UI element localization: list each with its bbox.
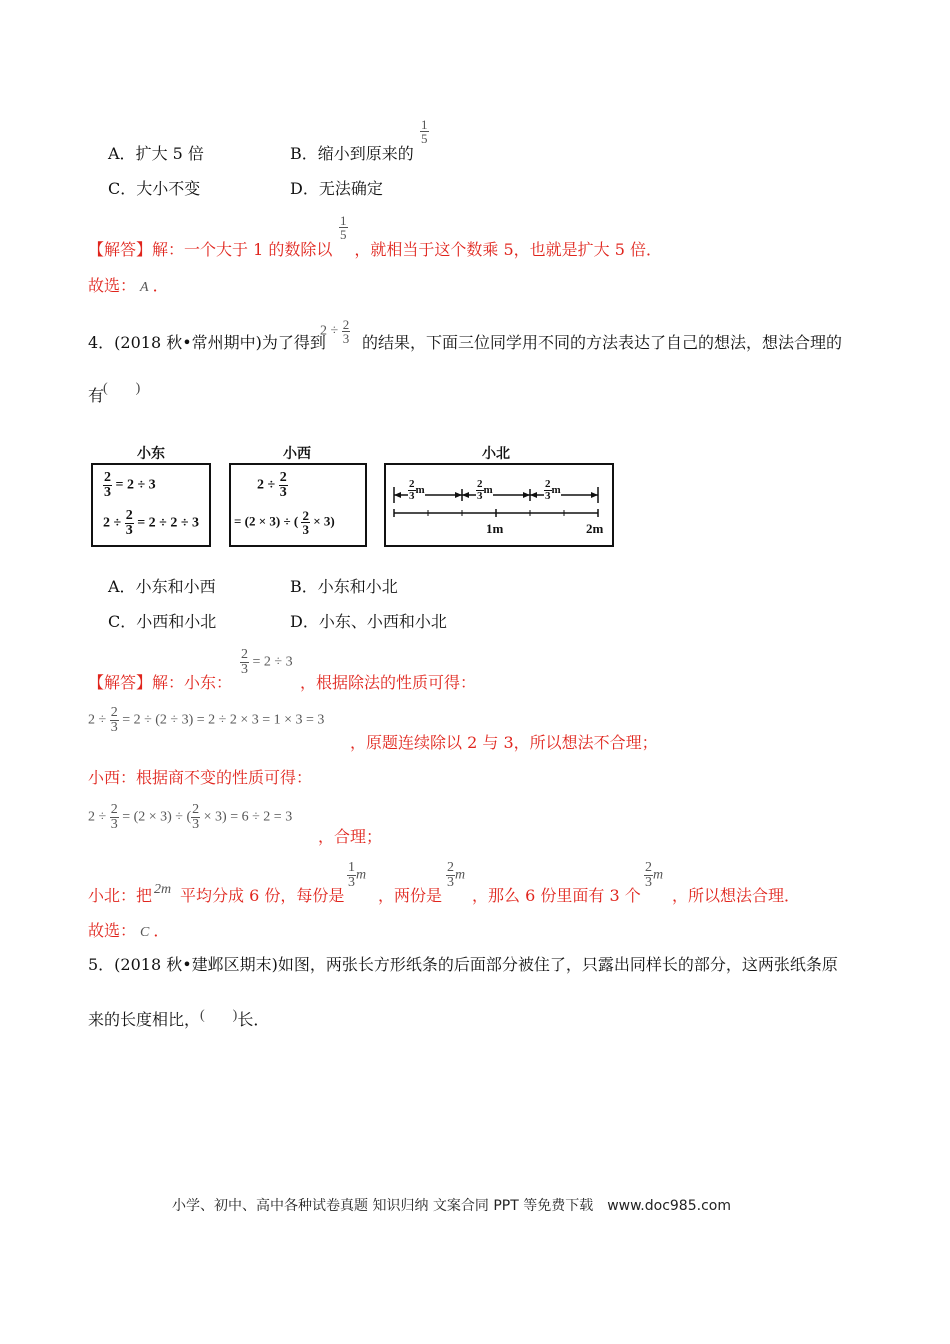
q3-option-b-fraction: $\frac{1}{5}$ [421,117,428,146]
fig-xiaobei-tick-1m: 1m [486,521,504,536]
fig-xiaodong-line1: $\frac{2}{3}$ = 2 ÷ 3 [104,470,156,500]
fig-xiaobei-tick-2m: 2m [586,521,604,536]
q4-option-a: A．小东和小西 [108,577,216,596]
fig-xiaobei-seg3: $\frac{2}{3}$ m [545,478,561,502]
fig-xiaoxi-line1: 2 ÷ $\frac{2}{3}$ [257,470,287,500]
q3-option-a: A．扩大 5 倍 [108,144,204,163]
fig-xiaodong-box [91,463,211,547]
q4-answer-line1-post: ，根据除法的性质可得： [300,673,477,692]
q4-option-c: C．小西和小北 [108,612,217,631]
q4-answer-xiaobei-frac1: $\frac{1}{3}$ m [348,860,367,890]
q4-answer-line3-post: ，合理； [318,827,383,846]
q4-answer-xiaobei-mid1: 平均分成 6 份，每份是 [180,886,345,905]
q4-option-b: B．小东和小北 [290,577,398,596]
q3-option-c: C．大小不变 [108,179,201,198]
q4-stem-line2: 有 [88,386,105,405]
q3-answer: 【解答】解：一个大于 1 的数除以 ，就相当于这个数乘 5，也就是扩大 5 倍． [88,240,662,259]
q4-choose: 故选： C ． [88,921,170,940]
q4-answer-xiaobei-frac3: $\frac{2}{3}$ m [645,860,664,890]
q4-answer-xiaobei-mid3: ，那么 6 份里面有 3 个 [472,886,641,905]
fig-xiaodong-line2: 2 ÷ $\frac{2}{3}$ = 2 ÷ 2 ÷ 3 [103,508,200,538]
q4-answer-xiaobei-post: ，所以想法合理． [672,886,801,905]
q4-stem-expression: 2 ÷ $\frac{2}{3}$ [320,317,350,346]
q4-option-d: D．小东、小西和小北 [290,612,447,631]
fig-xiaobei-box [384,463,614,547]
page-footer: 小学、初中、高中各种试卷真题 知识归纳 文案合同 PPT 等免费下载 www.doc985.com [172,1198,731,1214]
q4-answer-xiaoxi: 小西：根据商不变的性质可得： [88,768,313,787]
q5-line1: 5．(2018 秋•建邺区期末)如图，两张长方形纸条的后面部分被住了，只露出同样长的部分，这两张纸条原 [88,955,838,974]
fig-xiaoxi-line2: = (2 × 3) ÷ ( $\frac{2}{3}$ × 3) [234,508,335,537]
q4-answer-xiaobei-mid2: ，两份是 [378,886,443,905]
q3-option-b: B．缩小到原来的 [290,144,414,163]
fig-xiaobei-seg2: $\frac{2}{3}$ m [477,478,493,502]
fig-xiaoxi-box [229,463,367,547]
q4-answer-expr1: $\frac{2}{3}$ = 2 ÷ 3 [241,647,293,677]
q5-line2: 来的长度相比，( )长． [88,1008,270,1029]
q4-answer-line2-post: ，原题连续除以 2 与 3，所以想法不合理； [350,733,658,752]
fig-xiaoxi-title: 小西 [283,446,311,462]
q4-stem-line1-post: 的结果，下面三位同学用不同的方法表达了自己的想法，想法合理的 [362,333,843,352]
fig-xiaodong-title: 小东 [137,446,165,462]
q3-choose: 故选： A ． [88,276,169,295]
q3-option-d: D．无法确定 [290,179,383,198]
q4-stem-line1: 4．(2018 秋•常州期中)为了得到 [88,333,326,352]
q4-answer-xiaobei-pre: 小北：把 [88,886,153,905]
q4-answer-expr3: 2 ÷ $\frac{2}{3}$ = (2 × 3) ÷ ( $\frac{2}{3}$ × 3) = 6 ÷ 2 = 3 [88,802,293,832]
fig-xiaobei-seg1: $\frac{2}{3}$ m [409,478,425,502]
fig-xiaobei-title: 小北 [482,446,510,462]
q4-answer-line1: 【解答】解：小东： [88,673,233,692]
q4-answer-paren: ( ) [103,381,141,396]
q3-answer-fraction: $\frac{1}{5}$ [340,213,347,242]
q4-answer-expr2: 2 ÷ $\frac{2}{3}$ = 2 ÷ (2 ÷ 3) = 2 ÷ 2 × 3 = 1 × 3 = 3 [88,705,325,735]
q4-answer-xiaobei-frac2: $\frac{2}{3}$ m [447,860,466,890]
q4-answer-xiaobei-2m: 2m [154,882,172,897]
